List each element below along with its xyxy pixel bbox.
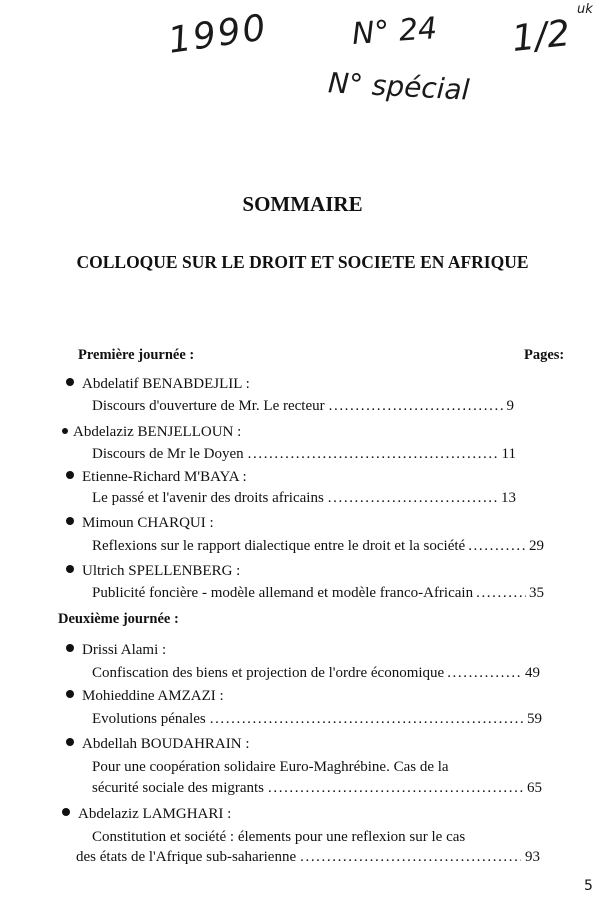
toc-page-number: 13: [501, 490, 516, 506]
bullet-icon: [66, 690, 74, 698]
toc-title-line: [92, 490, 516, 507]
page-subtitle: COLLOQUE SUR LE DROIT ET SOCIETE EN AFRIQUE: [76, 252, 529, 272]
toc-title-line: [92, 398, 514, 415]
toc-title: Constitution et société : élements pour une reflexion sur le cas: [92, 829, 466, 845]
toc-title: Confiscation des biens et projection de l'ordre économique: [92, 665, 445, 681]
toc-page-number: 11: [501, 446, 516, 462]
toc-title-line: [92, 665, 540, 682]
toc-title-line: [92, 585, 544, 602]
toc-title: Discours d'ouverture de Mr. Le recteur: [92, 398, 325, 414]
bullet-icon: [66, 644, 74, 652]
toc-page-number: 93: [525, 849, 540, 865]
toc-title: Evolutions pénales: [92, 711, 206, 727]
toc-title-line: [92, 711, 542, 728]
toc-author: Etienne-Richard M'BAYA :: [66, 469, 247, 486]
toc-page-number: 49: [525, 665, 540, 681]
handwritten-fraction: 1/2: [510, 13, 572, 60]
toc-title: Pour une coopération solidaire Euro-Maghrébine. Cas de la: [92, 759, 449, 775]
toc-author: Ultrich SPELLENBERG :: [66, 563, 240, 580]
toc-author: Abdellah BOUDAHRAIN :: [66, 736, 249, 753]
toc-title-line: [76, 849, 540, 866]
toc-title-continued: sécurité sociale des migrants: [92, 780, 265, 796]
toc-title: Publicité foncière - modèle allemand et modèle franco-Africain: [92, 585, 474, 601]
toc-title-line: [92, 446, 516, 463]
toc-author: Abdelaziz LAMGHARI :: [62, 806, 231, 823]
toc-page-number: 9: [506, 398, 514, 414]
toc-author: Abdelaziz BENJELLOUN :: [62, 424, 241, 441]
toc-title: Le passé et l'avenir des droits africains: [92, 490, 324, 506]
bullet-icon: [66, 378, 74, 386]
toc-page-number: 59: [527, 711, 542, 727]
handwritten-issue-number: N° 24: [350, 11, 439, 52]
bullet-icon: [66, 471, 74, 479]
bullet-icon: [66, 565, 74, 573]
bullet-icon: [66, 738, 74, 746]
pages-column-header: Pages:: [524, 347, 565, 363]
bullet-icon: [62, 428, 68, 434]
section-heading-day2: Deuxième journée :: [58, 611, 179, 627]
toc-author: Mohieddine AMZAZI :: [66, 688, 224, 705]
toc-title-line: [92, 780, 542, 797]
page-title: SOMMAIRE: [242, 192, 363, 216]
toc-title-line: [92, 538, 544, 555]
page-number: 5: [584, 878, 593, 894]
toc-author: Mimoun CHARQUI :: [66, 515, 214, 532]
toc-author: Drissi Alami :: [66, 642, 166, 659]
handwritten-corner-mark: uk: [577, 2, 593, 17]
toc-title: Reflexions sur le rapport dialectique entre le droit et la société: [92, 538, 466, 554]
bullet-icon: [62, 808, 70, 816]
toc-title-continued: des états de l'Afrique sub-saharienne: [76, 849, 297, 865]
toc-page-number: 65: [527, 780, 542, 796]
toc-page-number: 35: [529, 585, 544, 601]
toc-page-number: 29: [529, 538, 544, 554]
handwritten-special-note: N° spécial: [327, 66, 471, 107]
section-heading-day1: Première journée :: [78, 347, 195, 363]
bullet-icon: [66, 517, 74, 525]
toc-author: Abdelatif BENABDEJLIL :: [66, 376, 250, 393]
toc-title: Discours de Mr le Doyen: [92, 446, 244, 462]
handwritten-year: 1990: [165, 7, 270, 62]
